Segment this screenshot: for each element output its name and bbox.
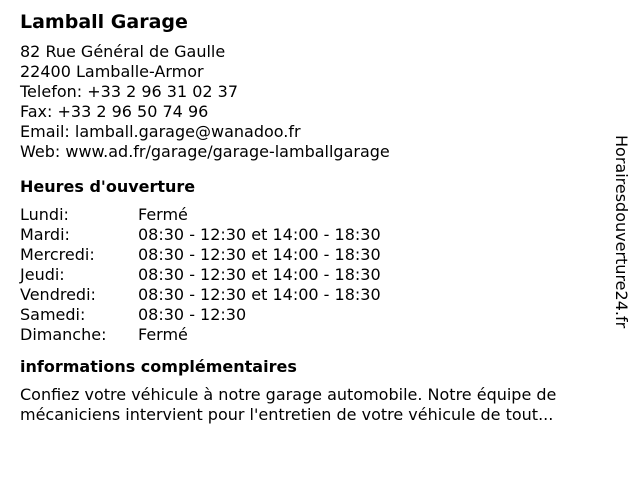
garage-info bbox=[20, 10, 610, 425]
day-hours: 08:30 - 12:30 et 14:00 - 18:30 bbox=[138, 245, 381, 264]
day-hours: 08:30 - 12:30 et 14:00 - 18:30 bbox=[138, 265, 381, 284]
hours-row-thursday bbox=[20, 265, 610, 285]
day-label: Lundi: bbox=[20, 205, 69, 224]
address-line-2: 22400 Lamballe-Armor bbox=[20, 62, 204, 81]
day-label: Mercredi: bbox=[20, 245, 95, 264]
day-hours: 08:30 - 12:30 et 14:00 - 18:30 bbox=[138, 225, 381, 244]
additional-info-heading: informations complémentaires bbox=[20, 357, 297, 376]
address-line-1: 82 Rue Général de Gaulle bbox=[20, 42, 226, 61]
website-address: Web: www.ad.fr/garage/garage-lamballgarage bbox=[20, 142, 390, 161]
email-address: Email: lamball.garage@wanadoo.fr bbox=[20, 122, 301, 141]
day-label: Vendredi: bbox=[20, 285, 96, 304]
hours-row-tuesday bbox=[20, 225, 610, 245]
day-hours: Fermé bbox=[138, 205, 188, 224]
day-label: Mardi: bbox=[20, 225, 70, 244]
hours-row-friday bbox=[20, 285, 610, 305]
day-label: Dimanche: bbox=[20, 325, 107, 344]
hours-row-sunday bbox=[20, 325, 610, 345]
opening-hours-heading: Heures d'ouverture bbox=[20, 177, 196, 196]
day-label: Jeudi: bbox=[20, 265, 65, 284]
hours-row-saturday bbox=[20, 305, 610, 325]
opening-hours-list bbox=[20, 205, 610, 345]
day-hours: Fermé bbox=[138, 325, 188, 344]
day-label: Samedi: bbox=[20, 305, 86, 324]
fax-number: Fax: +33 2 96 50 74 96 bbox=[20, 102, 209, 121]
hours-row-wednesday bbox=[20, 245, 610, 265]
day-hours: 08:30 - 12:30 et 14:00 - 18:30 bbox=[138, 285, 381, 304]
site-watermark: Horairesdouverture24.fr bbox=[612, 135, 631, 329]
day-hours: 08:30 - 12:30 bbox=[138, 305, 247, 324]
additional-info-text: Confiez votre véhicule à notre garage automobile. Notre équipe de mécaniciens intervient pour l'entretien de votre véhicule de tout... bbox=[20, 385, 557, 424]
garage-name: Lamball Garage bbox=[20, 11, 188, 33]
hours-row-monday bbox=[20, 205, 610, 225]
phone-number: Telefon: +33 2 96 31 02 37 bbox=[20, 82, 239, 101]
